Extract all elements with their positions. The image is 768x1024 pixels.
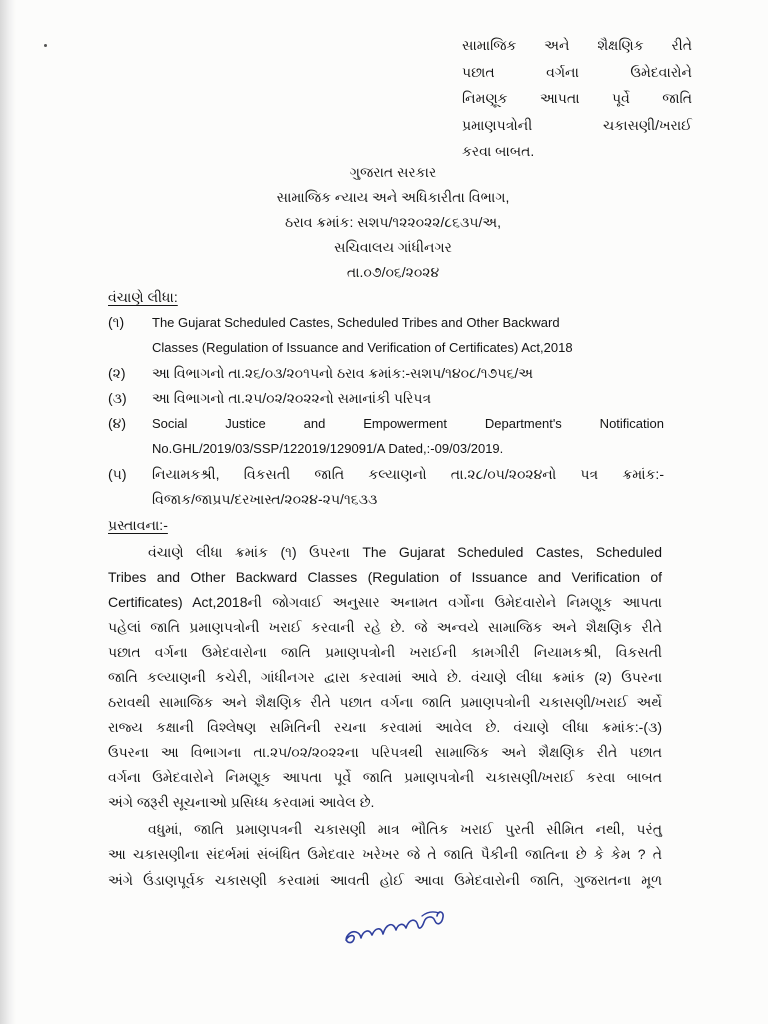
reference-line: વિજાક/જાપ્રપ/દરખાસ્ત/૨૦૨૪-૨૫/૧૬૩૩ [152, 491, 378, 508]
paragraph-line: વર્ગના ઉમેદવારોને નિમણૂક આપતા પૂર્વે જાતિ પ્રમાણપત્રોની ચકાસણી/ખરાઈ કરવા બાબત [108, 769, 662, 786]
scan-speck [44, 44, 47, 47]
preamble-heading-block [108, 513, 408, 538]
preamble-heading: પ્રસ્તાવના:- [108, 516, 168, 533]
paragraph-line: ઉપરના આ વિભાગના તા.૨૫/૦૨/૨૦૨૨ના પરિપત્રથી સામાજિક અને શૈક્ષણિક રીતે પછાત [108, 744, 662, 761]
reference-text [152, 361, 664, 386]
resolution-header [108, 160, 678, 285]
paragraph-line: વધુમાં, જાતિ પ્રમાણપત્રની ચકાસણી માત્ર ભૌતિક ખરાઈ પુરતી સીમિત નથી, પરંતુ [148, 820, 662, 837]
reference-item [108, 386, 664, 411]
paragraph-line: પછાત વર્ગના ઉમેદવારોના જાતિ પ્રમાણપત્રોની ખરાઈની કામગીરી નિયામકશ્રી, વિકસતી [108, 643, 662, 660]
reference-item [108, 411, 664, 462]
reference-line: આ વિભાગનો તા.૨૬/૦૩/૨૦૧૫નો ઠરાવ ક્રમાંક:-સશપ/૧૪૦૮/૧૭૫૬/અ [152, 364, 533, 381]
reference-line: આ વિભાગનો તા.૨૫/૦૨/૨૦૨૨નો સમાનાંકી પરિપત્ર [152, 389, 432, 406]
resolution-number: ઠરાવ ક્રમાંક: સશપ/૧૨૨૦૨૨/૮૬૩૫/અ, [284, 214, 502, 230]
reference-line: Classes (Regulation of Issuance and Verification of Certificates) Act,2018 [152, 340, 573, 356]
reference-text [152, 411, 664, 462]
signature [338, 904, 454, 950]
reference-line: No.GHL/2019/03/SSP/122019/129091/A Dated,:-09/03/2019. [152, 441, 504, 457]
reference-item [108, 310, 664, 361]
subject-line: નિમણૂક આપતા પૂર્વે જાતિ [462, 90, 692, 106]
subject-line: પ્રમાણપત્રોની ચકાસણી/ખરાઈ [462, 116, 692, 133]
references-list [108, 310, 664, 512]
reference-text [152, 462, 664, 513]
reference-line: Social Justice and Empowerment Department's Notification [152, 416, 664, 432]
subject-line: સામાજિક અને શૈક્ષણિક રીતે [462, 37, 692, 53]
reference-text [152, 310, 664, 361]
paragraph-line: અંગે ઉંડાણપૂર્વક ચકાસણી કરવામાં આવતી હોઈ આવા ઉમેદવારોની જાતિ, ગુજરાતના મૂળ [108, 872, 662, 889]
preamble-paragraph [108, 540, 662, 816]
reference-line: The Gujarat Scheduled Castes, Scheduled Tribes and Other Backward [152, 315, 560, 330]
issue-date: તા.૦૭/૦૬/૨૦૨૪ [346, 264, 440, 280]
paragraph-line: રાજ્ય કક્ષાની વિશ્લેષણ સમિતિની રચના કરવામાં આવેલ છે. વંચાણે લીધા ક્રમાંક:-(૩) [108, 719, 662, 736]
reference-number: (૩) [108, 389, 127, 406]
paragraph-line: અંગે જરૂરી સૂચનાઓ પ્રસિધ્ધ કરવામાં આવેલ છે. [108, 794, 375, 811]
reference-number: (૧) [108, 314, 125, 330]
subject-line: કરવા બાબત. [462, 143, 535, 159]
reference-item [108, 361, 664, 386]
reference-number: (૪) [108, 415, 127, 432]
department-name: સામાજિક ન્યાય અને અધિકારીતા વિભાગ, [276, 189, 510, 205]
preamble-paragraph [108, 817, 662, 894]
subject-block [462, 32, 692, 165]
paragraph-line: વંચાણે લીધા ક્રમાંક (૧) ઉપરના The Gujarat Scheduled Castes, Scheduled [148, 543, 662, 560]
paragraph-line: આ ચકાસણીના સંદર્ભમાં સંબંધિત ઉમેદવાર ખરેખર જે તે જાતિ પૈકીની જાતિના છે કે કેમ ? તે [108, 846, 662, 863]
reference-line: નિયામકશ્રી, વિકસતી જાતિ કલ્યાણનો તા.૨૮/૦૫/૨૦૨૪નો પત્ર ક્રમાંક:- [152, 465, 664, 482]
signature-stroke [346, 912, 443, 943]
issue-place: સચિવાલય ગાંધીનગર [334, 239, 452, 255]
government-name: ગુજરાત સરકાર [349, 164, 437, 180]
paragraph-line: Certificates) Act,2018ની જોગવાઈ અનુસાર અનામત વર્ગોના ઉમેદવારોને નિમણૂક આપતા [108, 593, 662, 610]
references-heading-block [108, 285, 408, 310]
paragraph-line: Tribes and Other Backward Classes (Regulation of Issuance and Verification of [108, 568, 662, 585]
references-heading: વંચાણે લીધા: [108, 289, 178, 305]
reference-number: (૨) [108, 364, 126, 381]
paragraph-line: ઠરાવથી સામાજિક અને શૈક્ષણિક રીતે પછાત વર્ગના જાતિ પ્રમાણપત્રોની ચકાસણી/ખરાઈ અર્થે [108, 694, 662, 711]
reference-item [108, 462, 664, 513]
subject-line: પછાત વર્ગના ઉમેદવારોને [462, 63, 692, 80]
reference-text [152, 386, 664, 411]
paragraph-line: જાતિ કલ્યાણની કચેરી, ગાંધીનગર દ્વારા કરવામાં આવે છે. વંચાણે લીધા ક્રમાંક (૨) ઉપરના [108, 668, 662, 685]
paragraph-line: પહેલાં જાતિ પ્રમાણપત્રોની ખરાઈ કરવાની રહે છે. જે અન્વયે સામાજિક અને શૈક્ષણિક રીતે [108, 618, 662, 635]
scan-edge-shadow [0, 0, 16, 1024]
reference-number: (૫) [108, 465, 127, 482]
